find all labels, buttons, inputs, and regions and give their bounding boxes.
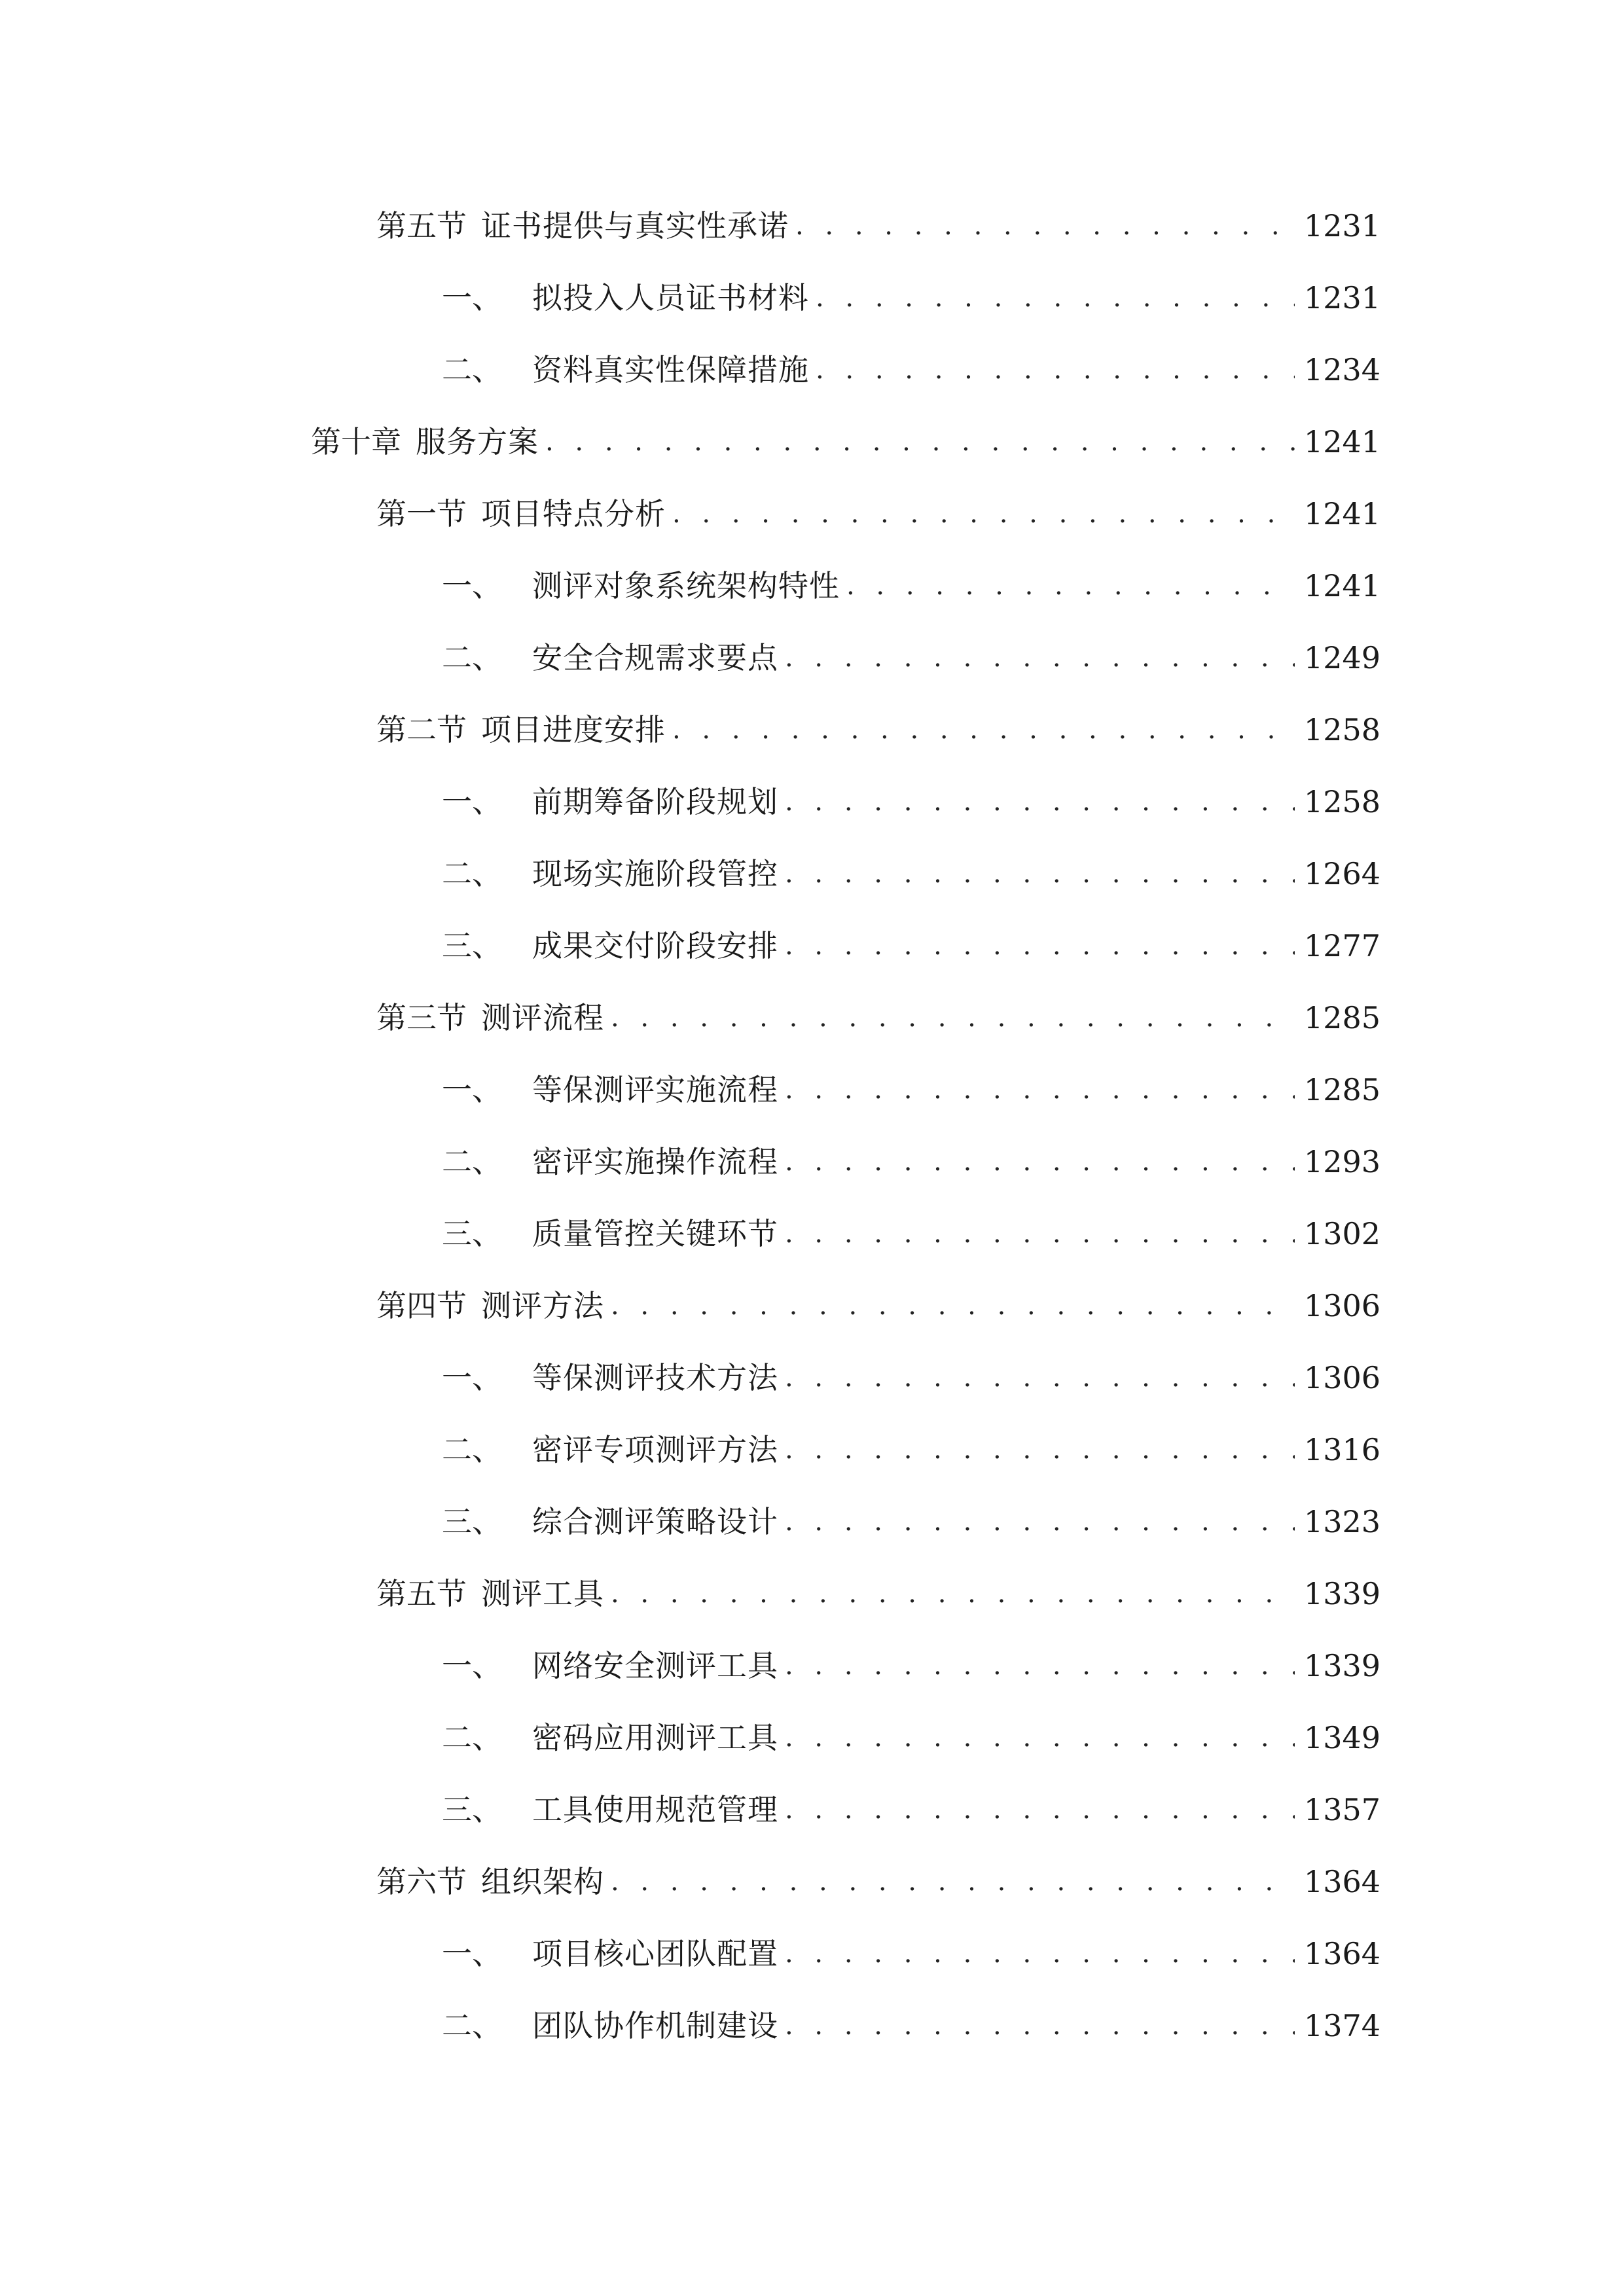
toc-entry[interactable] <box>0 1414 1624 1486</box>
toc-entry[interactable] <box>0 1990 1624 2062</box>
toc-page-number: 1285 <box>1303 1000 1380 1035</box>
toc-entry-title: 项目特点分析 <box>481 496 666 531</box>
toc-dot-leader <box>611 1286 1295 1325</box>
toc-page-number: 1231 <box>1303 280 1380 315</box>
toc-page-number: 1374 <box>1303 2008 1380 2043</box>
toc-entry[interactable] <box>0 622 1624 694</box>
toc-entry-number: 二、 <box>442 856 502 891</box>
toc-entry-title: 测评流程 <box>481 1000 604 1035</box>
toc-entry[interactable] <box>0 190 1624 262</box>
toc-entry-title: 安全合规需求要点 <box>532 640 778 675</box>
toc-page-number: 1306 <box>1303 1360 1380 1395</box>
toc-entry[interactable] <box>0 406 1624 478</box>
toc-entry-title: 资料真实性保障措施 <box>532 352 809 387</box>
toc-entry-number: 三、 <box>442 1216 502 1251</box>
toc-entry-title: 网络安全测评工具 <box>532 1648 778 1683</box>
toc-dot-leader <box>785 1934 1295 1973</box>
toc-entry-number: 第三节 <box>376 1000 467 1035</box>
toc-entry-number: 二、 <box>442 1432 502 1467</box>
toc-entry-number: 二、 <box>442 640 502 675</box>
toc-entry[interactable] <box>0 1846 1624 1918</box>
toc-entry[interactable] <box>0 1918 1624 1990</box>
toc-entry-number: 一、 <box>442 784 502 819</box>
toc-entry-title: 测评工具 <box>481 1576 604 1611</box>
toc-page-number: 1264 <box>1303 856 1380 891</box>
toc-page-number: 1231 <box>1303 208 1380 243</box>
toc-entry-number: 三、 <box>442 1504 502 1539</box>
toc-page-number: 1285 <box>1303 1072 1380 1107</box>
toc-dot-leader <box>785 1142 1295 1181</box>
toc-page-number: 1306 <box>1303 1288 1380 1323</box>
table-of-contents <box>0 190 1624 2062</box>
toc-page-number: 1349 <box>1303 1720 1380 1755</box>
toc-page-number: 1241 <box>1303 496 1380 531</box>
toc-dot-leader <box>785 1070 1295 1109</box>
toc-entry[interactable] <box>0 1630 1624 1702</box>
toc-entry-title: 密评专项测评方法 <box>532 1432 778 1467</box>
toc-entry[interactable] <box>0 1342 1624 1414</box>
toc-entry[interactable] <box>0 1486 1624 1558</box>
toc-entry-number: 第一节 <box>376 496 467 531</box>
toc-entry-title: 工具使用规范管理 <box>532 1792 778 1827</box>
toc-page-number: 1241 <box>1303 568 1380 603</box>
toc-entry-title: 密码应用测评工具 <box>532 1720 778 1755</box>
toc-dot-leader <box>785 2006 1295 2045</box>
toc-entry[interactable] <box>0 478 1624 550</box>
toc-entry[interactable] <box>0 1054 1624 1126</box>
toc-entry-number: 三、 <box>442 1792 502 1827</box>
toc-entry[interactable] <box>0 334 1624 406</box>
toc-dot-leader <box>672 710 1295 749</box>
toc-page-number: 1364 <box>1303 1864 1380 1899</box>
toc-entry-title: 项目进度安排 <box>481 712 666 747</box>
toc-entry-number: 一、 <box>442 1936 502 1971</box>
toc-entry-number: 第四节 <box>376 1288 467 1323</box>
toc-entry[interactable] <box>0 1702 1624 1774</box>
toc-dot-leader <box>785 1430 1295 1469</box>
toc-entry-title: 等保测评技术方法 <box>532 1360 778 1395</box>
toc-dot-leader <box>545 422 1295 461</box>
toc-entry-title: 密评实施操作流程 <box>532 1144 778 1179</box>
toc-entry-number: 三、 <box>442 928 502 963</box>
toc-page-number: 1249 <box>1303 640 1380 675</box>
toc-entry-title: 团队协作机制建设 <box>532 2008 778 2043</box>
toc-entry-title: 测评方法 <box>481 1288 604 1323</box>
toc-page-number: 1234 <box>1303 352 1380 387</box>
toc-entry[interactable] <box>0 1270 1624 1342</box>
toc-dot-leader <box>611 998 1295 1037</box>
toc-dot-leader <box>846 566 1295 605</box>
toc-entry-title: 项目核心团队配置 <box>532 1936 778 1971</box>
toc-dot-leader <box>785 1214 1295 1253</box>
toc-entry[interactable] <box>0 1774 1624 1846</box>
toc-dot-leader <box>785 1502 1295 1541</box>
toc-entry[interactable] <box>0 1198 1624 1270</box>
toc-entry-title: 质量管控关键环节 <box>532 1216 778 1251</box>
toc-entry-number: 二、 <box>442 2008 502 2043</box>
toc-dot-leader <box>816 350 1295 389</box>
toc-dot-leader <box>816 278 1295 317</box>
toc-dot-leader <box>785 1790 1295 1829</box>
toc-entry-title: 组织架构 <box>481 1864 604 1899</box>
toc-dot-leader <box>785 926 1295 965</box>
toc-entry-title: 前期筹备阶段规划 <box>532 784 778 819</box>
toc-page-number: 1258 <box>1303 784 1380 819</box>
toc-dot-leader <box>785 638 1295 677</box>
toc-page-number: 1339 <box>1303 1576 1380 1611</box>
toc-entry[interactable] <box>0 982 1624 1054</box>
toc-dot-leader <box>795 206 1295 245</box>
toc-entry-title: 证书提供与真实性承诺 <box>481 208 789 243</box>
toc-entry-number: 一、 <box>442 568 502 603</box>
toc-entry-number: 二、 <box>442 1720 502 1755</box>
toc-entry-title: 等保测评实施流程 <box>532 1072 778 1107</box>
toc-page-number: 1364 <box>1303 1936 1380 1971</box>
toc-page-number: 1293 <box>1303 1144 1380 1179</box>
toc-dot-leader <box>611 1862 1295 1901</box>
toc-entry-number: 第五节 <box>376 208 467 243</box>
toc-entry-number: 一、 <box>442 1648 502 1683</box>
toc-page-number: 1357 <box>1303 1792 1380 1827</box>
toc-page-number: 1323 <box>1303 1504 1380 1539</box>
toc-page-number: 1277 <box>1303 928 1380 963</box>
toc-page-number: 1241 <box>1303 424 1380 459</box>
toc-entry-title: 拟投入人员证书材料 <box>532 280 809 315</box>
toc-entry[interactable] <box>0 1126 1624 1198</box>
toc-page-number: 1316 <box>1303 1432 1380 1467</box>
toc-entry[interactable] <box>0 838 1624 910</box>
toc-page-number: 1302 <box>1303 1216 1380 1251</box>
toc-entry-title: 成果交付阶段安排 <box>532 928 778 963</box>
toc-entry-number: 第六节 <box>376 1864 467 1899</box>
toc-dot-leader <box>785 1646 1295 1685</box>
toc-entry-number: 二、 <box>442 1144 502 1179</box>
toc-entry-title: 综合测评策略设计 <box>532 1504 778 1539</box>
toc-dot-leader <box>785 782 1295 821</box>
toc-entry-title: 服务方案 <box>416 424 539 459</box>
toc-entry[interactable] <box>0 910 1624 982</box>
toc-dot-leader <box>672 494 1295 533</box>
toc-dot-leader <box>785 1718 1295 1757</box>
toc-entry-number: 第十章 <box>311 424 401 459</box>
toc-page-number: 1339 <box>1303 1648 1380 1683</box>
toc-entry-number: 第五节 <box>376 1576 467 1611</box>
toc-entry-number: 一、 <box>442 1072 502 1107</box>
toc-dot-leader <box>611 1574 1295 1613</box>
toc-dot-leader <box>785 854 1295 893</box>
toc-entry[interactable] <box>0 1558 1624 1630</box>
toc-entry[interactable] <box>0 550 1624 622</box>
toc-entry-title: 测评对象系统架构特性 <box>532 568 840 603</box>
toc-entry-title: 现场实施阶段管控 <box>532 856 778 891</box>
toc-entry-number: 第二节 <box>376 712 467 747</box>
toc-entry-number: 二、 <box>442 352 502 387</box>
toc-entry-number: 一、 <box>442 280 502 315</box>
toc-entry[interactable] <box>0 766 1624 838</box>
toc-entry-number: 一、 <box>442 1360 502 1395</box>
toc-entry[interactable] <box>0 694 1624 766</box>
toc-entry[interactable] <box>0 262 1624 334</box>
toc-dot-leader <box>785 1358 1295 1397</box>
toc-page-number: 1258 <box>1303 712 1380 747</box>
